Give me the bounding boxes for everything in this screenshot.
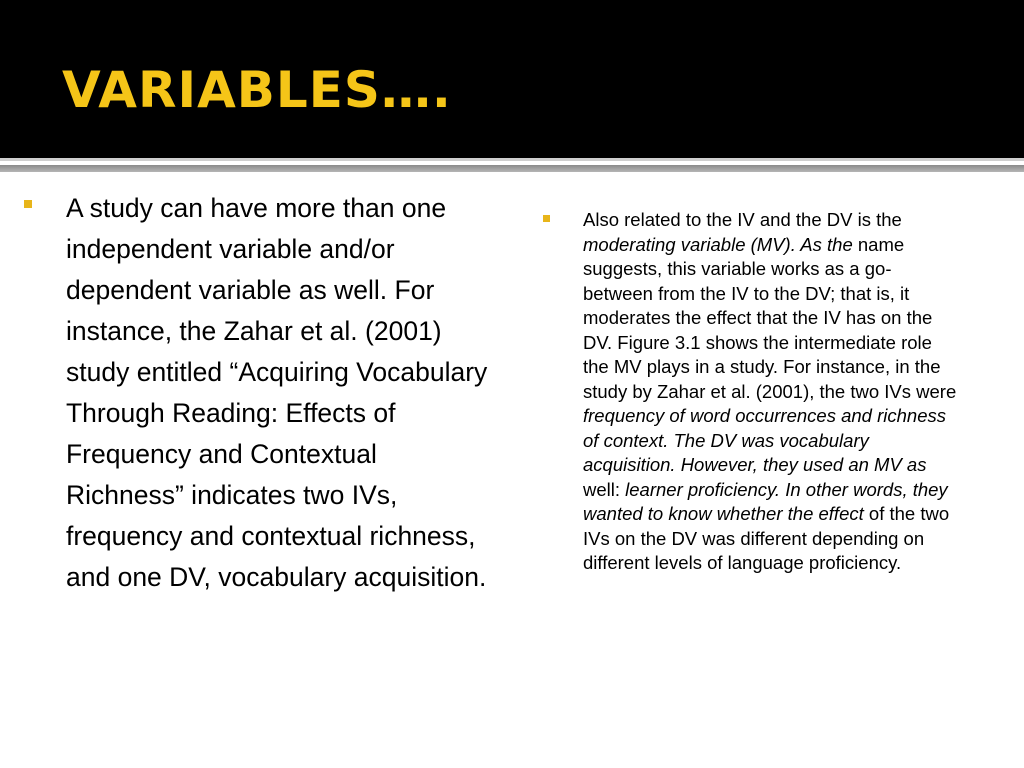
italic-text-segment: moderating variable (MV). As the [583, 233, 853, 255]
text-segment: well: [583, 478, 626, 500]
square-bullet-icon [24, 200, 32, 208]
title-divider-thick [0, 165, 1024, 172]
left-column [18, 188, 498, 598]
right-column [536, 208, 961, 576]
title-bar [0, 0, 1024, 158]
right-bullet-text [583, 208, 961, 576]
italic-text-segment: frequency of word occurrences and richness of context. The DV was vocabulary acquisition. However, they used an MV as [583, 405, 946, 475]
text-segment: name suggests, this variable works as a go-between from the IV to the DV; that is, it moderates the effect that the IV has on the DV. Figure 3.1 shows the intermediate role the MV plays in a study. For instance, in the study by Zahar et al. (2001), the two IVs were [583, 233, 957, 402]
text-segment: of the two IVs on the DV was different depending on different levels of language proficiency. [583, 503, 950, 573]
right-bullet-item [536, 208, 961, 576]
slide-title: VARIABLES…. [62, 61, 452, 119]
text-segment: Also related to the IV and the DV is the [583, 209, 902, 230]
left-bullet-text: A study can have more than one independent variable and/or dependent variable as well. For instance, the Zahar et al. (2001) study entitled “Acquiring Vocabulary Through Reading: Effects of Frequency and Contextual Richness” indicates two IVs, frequency and contextual richness, and one DV, vocabulary acquisition. [66, 193, 488, 592]
square-bullet-icon [543, 215, 550, 222]
left-bullet-item [18, 188, 498, 598]
italic-text-segment: learner proficiency. In other words, they wanted to know whether the effect [583, 478, 948, 524]
slide-content [0, 172, 1024, 768]
